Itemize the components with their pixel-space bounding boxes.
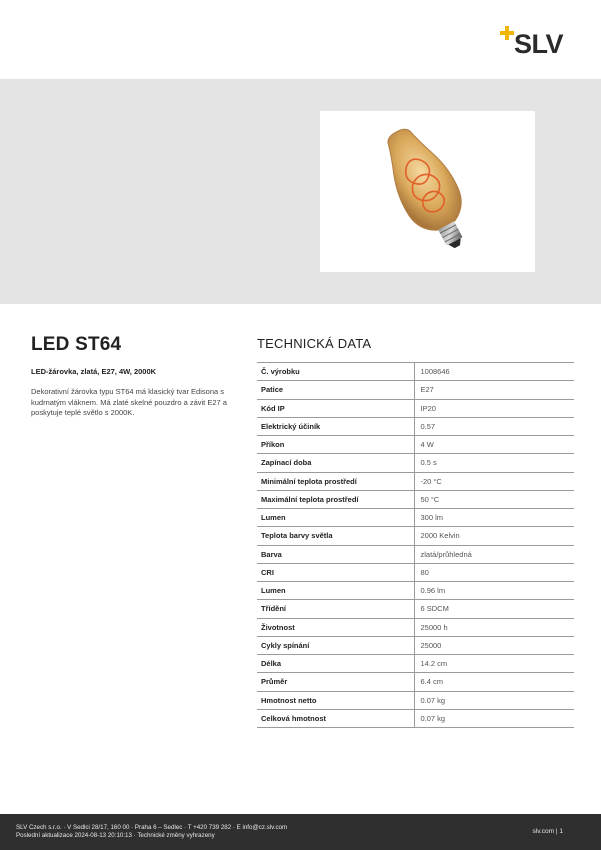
spec-row <box>257 363 574 381</box>
spec-row <box>257 563 574 581</box>
spec-label: Maximální teplota prostředí <box>257 490 414 508</box>
spec-value: E27 <box>414 381 574 399</box>
spec-value: 0.07 kg <box>414 709 574 727</box>
spec-label: Lumen <box>257 509 414 527</box>
spec-row <box>257 490 574 508</box>
spec-value: 0.96 lm <box>414 582 574 600</box>
spec-label: Celková hmotnost <box>257 709 414 727</box>
spec-label: Třídění <box>257 600 414 618</box>
spec-label: Hmotnost netto <box>257 691 414 709</box>
spec-value: IP20 <box>414 399 574 417</box>
spec-row <box>257 417 574 435</box>
spec-label: Cykly spínání <box>257 636 414 654</box>
footer-updated: Poslední aktualizace 2024-08-13 20:10:13 · Technické změny vyhrazeny <box>16 832 215 839</box>
spec-value: 0.07 kg <box>414 691 574 709</box>
footer-address: SLV Czech s.r.o. · V Sedlci 28/17, 160 00 · Praha 6 – Sedlec · T +420 739 282 · E info@cz.slv.com <box>16 824 288 831</box>
product-subtitle: LED-žárovka, zlatá, E27, 4W, 2000K <box>31 367 157 376</box>
spec-value: 4 W <box>414 436 574 454</box>
spec-row <box>257 618 574 636</box>
spec-value: 0.57 <box>414 417 574 435</box>
spec-value: 25000 h <box>414 618 574 636</box>
spec-row <box>257 673 574 691</box>
spec-value: 0.5 s <box>414 454 574 472</box>
spec-label: Minimální teplota prostředí <box>257 472 414 490</box>
spec-row <box>257 527 574 545</box>
spec-label: Patice <box>257 381 414 399</box>
spec-row <box>257 436 574 454</box>
spec-row <box>257 381 574 399</box>
spec-table <box>257 362 574 728</box>
spec-label: Průměr <box>257 673 414 691</box>
product-title: LED ST64 <box>31 334 122 355</box>
plus-icon <box>500 26 514 40</box>
spec-value: 25000 <box>414 636 574 654</box>
spec-row <box>257 709 574 727</box>
spec-row <box>257 454 574 472</box>
spec-label: Elektrický účiník <box>257 417 414 435</box>
slv-logo <box>500 26 576 58</box>
spec-label: Délka <box>257 655 414 673</box>
product-summary <box>31 334 241 419</box>
spec-row <box>257 691 574 709</box>
spec-value: 6.4 cm <box>414 673 574 691</box>
spec-value: 50 °C <box>414 490 574 508</box>
spec-row <box>257 655 574 673</box>
spec-value: zlatá/průhledná <box>414 545 574 563</box>
spec-value: 1008646 <box>414 363 574 381</box>
spec-label: Teplota barvy světla <box>257 527 414 545</box>
spec-row <box>257 636 574 654</box>
spec-label: Zapínací doba <box>257 454 414 472</box>
spec-row <box>257 399 574 417</box>
spec-label: Životnost <box>257 618 414 636</box>
spec-value: 2000 Kelvin <box>414 527 574 545</box>
spec-value: 80 <box>414 563 574 581</box>
spec-row <box>257 509 574 527</box>
spec-value: -20 °C <box>414 472 574 490</box>
spec-row <box>257 600 574 618</box>
spec-label: Č. výrobku <box>257 363 414 381</box>
spec-label: Příkon <box>257 436 414 454</box>
section-title: TECHNICKÁ DATA <box>257 336 372 351</box>
footer <box>0 814 601 850</box>
spec-row <box>257 472 574 490</box>
spec-value: 14.2 cm <box>414 655 574 673</box>
footer-page: slv.com | 1 <box>532 828 563 835</box>
spec-label: Lumen <box>257 582 414 600</box>
product-description: Dekorativní žárovka typu ST64 má klasický tvar Edisona s kudrnatým vláknem. Má zlaté skelné pouzdro a závit E27 a poskytuje teplé světlo s 2000K. <box>31 387 227 417</box>
technical-data-section <box>257 336 574 728</box>
footer-info <box>16 824 287 840</box>
product-photo <box>320 111 535 272</box>
led-bulb-image <box>320 111 535 272</box>
spec-row <box>257 582 574 600</box>
spec-label: Kód IP <box>257 399 414 417</box>
spec-value: 300 lm <box>414 509 574 527</box>
spec-row <box>257 545 574 563</box>
spec-label: CRI <box>257 563 414 581</box>
spec-value: 6 SDCM <box>414 600 574 618</box>
logo-text: SLV <box>514 29 564 59</box>
spec-label: Barva <box>257 545 414 563</box>
product-image-banner <box>0 79 601 304</box>
